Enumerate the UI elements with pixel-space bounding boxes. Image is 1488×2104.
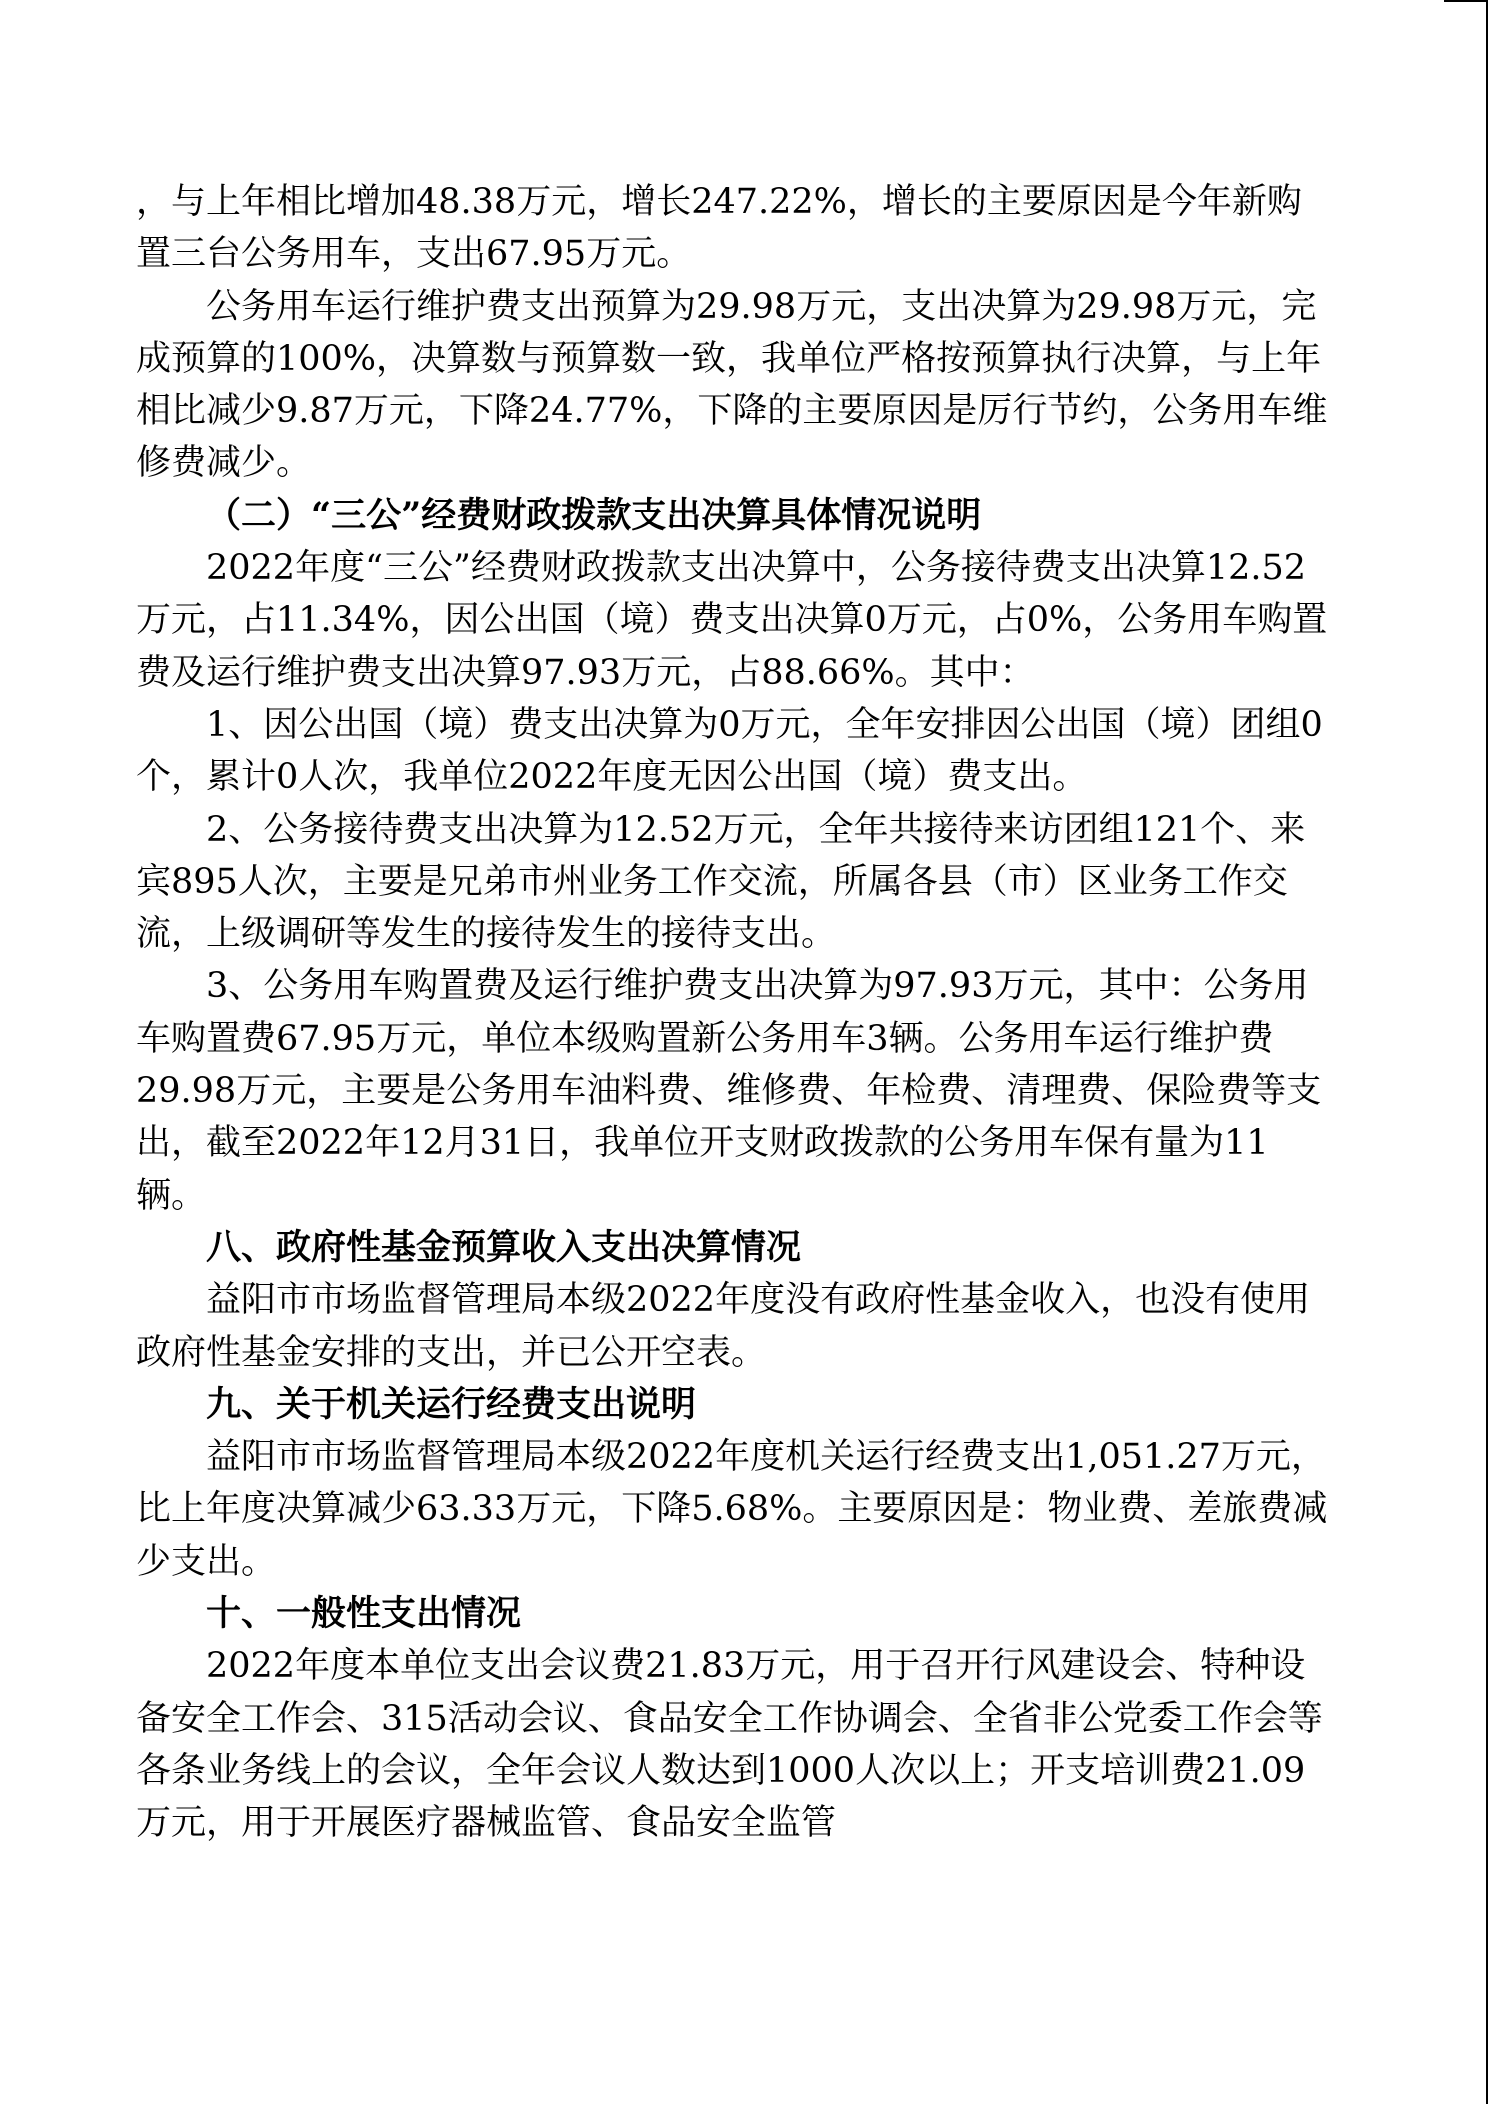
paragraph-vehicle-purchase: 3、公务用车购置费及运行维护费支出决算为97.93万元，其中：公务用车购置费67.95万元，单位本级购置新公务用车3辆。公务用车运行维护费29.98万元，主要是公务用车油料费、维修费、年检费、清理费、保险费等支出，截至2022年12月31日，我单位开支财政拨款的公务用车保有量为11辆。 bbox=[136, 966, 1322, 1216]
section-heading-three-public-details: （二）“三公”经费财政拨款支出决算具体情况说明 bbox=[206, 494, 982, 536]
section-heading-government-fund: 八、政府性基金预算收入支出决算情况 bbox=[206, 1226, 802, 1268]
paragraph-government-fund: 益阳市市场监督管理局本级2022年度没有政府性基金收入，也没有使用政府性基金安排的支出，并已公开空表。 bbox=[136, 1280, 1311, 1373]
paragraph-vehicle-maintenance: 公务用车运行维护费支出预算为29.98万元，支出决算为29.98万元，完成预算的100%，决算数与预算数一致，我单位严格按预算执行决算，与上年相比减少9.87万元，下降24.77%，下降的主要原因是厉行节约，公务用车维修费减少。 bbox=[136, 286, 1328, 484]
paragraph-reception: 2、公务接待费支出决算为12.52万元，全年共接待来访团组121个、来宾895人次，主要是兄弟市州业务工作交流，所属各县（市）区业务工作交流，上级调研等发生的接待发生的接待支出。 bbox=[136, 809, 1306, 955]
section-heading-operating-expenses: 九、关于机关运行经费支出说明 bbox=[206, 1383, 697, 1425]
paragraph-operating-expenses: 益阳市市场监督管理局本级2022年度机关运行经费支出1,051.27万元，比上年度决算减少63.33万元，下降5.68%。主要原因是：物业费、差旅费减少支出。 bbox=[136, 1437, 1328, 1582]
document-body bbox=[136, 176, 1334, 1850]
page-corner-mark bbox=[1444, 0, 1488, 2]
paragraph-three-public-summary: 2022年度“三公”经费财政拨款支出决算中，公务接待费支出决算12.52万元，占11.34%，因公出国（境）费支出决算0万元，占0%，公务用车购置费及运行维护费支出决算97.93万元，占88.66%。其中： bbox=[136, 548, 1328, 693]
paragraph-overseas-travel: 1、因公出国（境）费支出决算为0万元，全年安排因公出国（境）团组0个，累计0人次，我单位2022年度无因公出国（境）费支出。 bbox=[136, 704, 1323, 798]
paragraph-continuation: ，与上年相比增加48.38万元，增长247.22%，增长的主要原因是今年新购置三台公务用车，支出67.95万元。 bbox=[136, 182, 1302, 275]
section-heading-general-expenses: 十、一般性支出情况 bbox=[206, 1593, 522, 1635]
paragraph-general-expenses: 2022年度本单位支出会议费21.83万元，用于召开行风建设会、特种设备安全工作会、315活动会议、食品安全工作协调会、全省非公党委工作会等各条业务线上的会议，全年会议人数达到1000人次以上；开支培训费21.09万元，用于开展医疗器械监管、食品安全监管 bbox=[136, 1646, 1323, 1844]
